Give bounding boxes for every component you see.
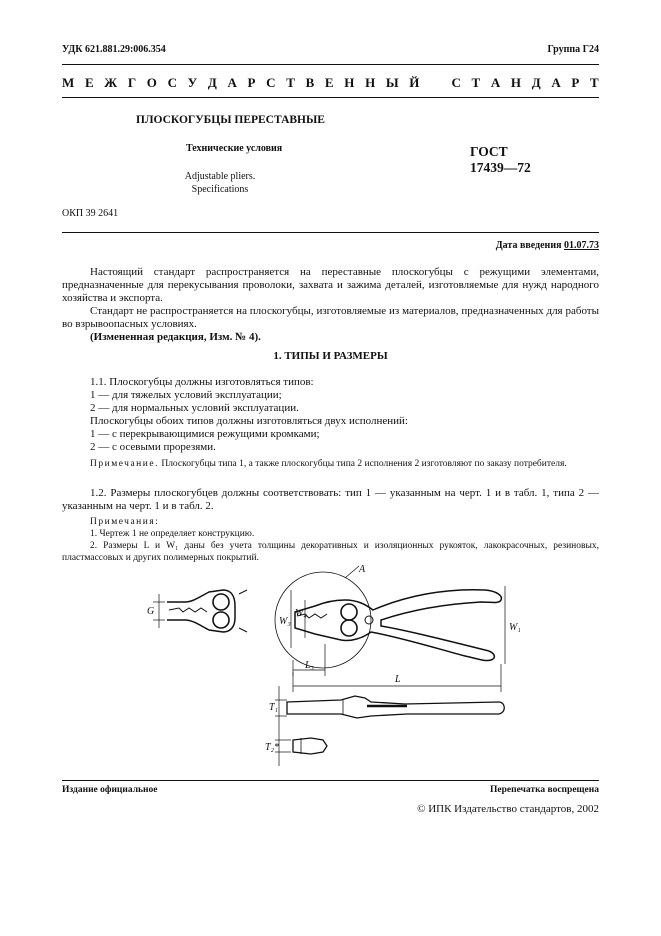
note-1-label: Примечание. (90, 459, 159, 469)
jaw-detail-view (153, 590, 247, 632)
notes-2-label: Примечания: (90, 517, 160, 527)
note-1 (62, 458, 599, 470)
dim-label-t1: T₁ (269, 702, 279, 713)
gost-designation (470, 144, 531, 176)
banner-letter: Ж (104, 75, 118, 90)
dim-label-w3: W₃ (279, 616, 291, 627)
clause-1-2 (62, 487, 599, 513)
banner-letter: Н (510, 75, 522, 90)
banner-letter: С (266, 75, 276, 90)
banner-letter: А (551, 75, 561, 90)
intro-paragraph-2: Стандарт не распространяется на плоскогубцы, изготовляемые из материалов, предназначенных для работы во взрывоопасных условиях. (62, 305, 599, 330)
document-subtitle: Технические условия (186, 143, 283, 154)
gost-label: ГОСТ (470, 144, 508, 159)
document-title: ПЛОСКОГУБЦЫ ПЕРЕСТАВНЫЕ (136, 114, 325, 126)
gost-number: 17439—72 (470, 160, 531, 175)
english-title-line-2: Specifications (191, 184, 249, 195)
banner-letter: В (305, 75, 315, 90)
banner-letter: Г (127, 75, 137, 90)
dim-label-g: G (147, 606, 155, 617)
banner-letter: О (146, 75, 157, 90)
clause-line: 2 — для нормальных условий эксплуатации. (90, 402, 299, 414)
notes-2-item-2: 2. Размеры L и W₁ даны без учета толщины декоративных и изоляционных рукояток, лакокрасочных, резиновых, пластмассовых и других полимерных покрытий. (62, 541, 599, 563)
note-1-text: Плоскогубцы типа 1, а также плоскогубцы типа 2 исполнения 2 изготовляют по заказу потребителя. (161, 459, 567, 469)
date-label: Дата введения (495, 240, 562, 251)
banner-letter: С (451, 75, 461, 90)
clause-1-2-text: 1.2. Размеры плоскогубцев должны соответствовать: тип 1 — указанным на черт. 1 и в табл. 1, типа 2 — указанным на черт. 1 и в табл. 2. (62, 487, 599, 512)
dim-label-l3: L₃ (305, 660, 315, 671)
clause-line: 1 — для тяжелых условий эксплуатации; (90, 389, 282, 401)
banner-letter: Т (471, 75, 481, 90)
official-edition: Издание официальное (62, 785, 158, 795)
english-title-line-1: Adjustable pliers. (184, 171, 256, 182)
okp-rule (62, 232, 599, 233)
pliers-end-view (275, 726, 327, 766)
okp-code: ОКП 39 2641 (62, 208, 119, 219)
date-value: 01.07.73 (564, 240, 599, 251)
copyright: © ИПК Издательство стандартов, 2002 (417, 803, 599, 815)
banner-letter: Р (571, 75, 580, 90)
notes-2 (62, 516, 599, 564)
reprint-prohibited: Перепечатка воспрещена (489, 785, 599, 795)
group-code: Группа Г24 (547, 44, 599, 55)
banner-letter: С (167, 75, 177, 90)
banner-letter: Н (344, 75, 355, 90)
footer-rule (62, 780, 599, 781)
banner-letter: Т (590, 75, 599, 90)
header-rule-bottom (62, 97, 599, 98)
banner-letter: Д (207, 75, 217, 90)
banner-letter: Ы (385, 75, 399, 90)
dim-label-l: L (395, 674, 401, 685)
banner-letter: А (227, 75, 237, 90)
interstate-standard-banner (62, 75, 599, 91)
introduction-date (496, 240, 599, 251)
clause-line: 1.1. Плоскогубцы должны изготовляться типов: (90, 376, 314, 388)
banner-letter: Т (286, 75, 295, 90)
pliers-side-view (295, 590, 501, 661)
clause-line: 1 — с перекрывающимися режущими кромками; (90, 428, 320, 440)
notes-2-item-1: 1. Чертеж 1 не определяет конструкцию. (90, 529, 255, 539)
intro-text (62, 266, 599, 344)
banner-letter: М (62, 75, 75, 90)
clause-line: 2 — с осевыми прорезями. (90, 441, 216, 453)
banner-letter: Е (84, 75, 94, 90)
amendment-note: (Измененная редакция, Изм. № 4). (90, 331, 261, 343)
intro-paragraph-1: Настоящий стандарт распространяется на переставные плоскогубцы с режущими элементами, предназначенные для перекусывания проволоки, захвата и зажима деталей, изготовляемые для нужд народного хозяйства и экспорта. (62, 266, 599, 304)
dim-label-w4: W₄ (295, 608, 307, 619)
banner-letter: А (490, 75, 501, 90)
dim-label-w1: W₁ (509, 622, 521, 633)
pliers-technical-drawing (145, 560, 525, 780)
header-rule-top (62, 64, 599, 65)
clause-1-1 (90, 376, 408, 454)
banner-letter: У (187, 75, 198, 90)
pliers-top-view (275, 686, 504, 726)
banner-letter: Д (531, 75, 541, 90)
english-title (160, 170, 280, 196)
banner-letter: Н (365, 75, 376, 90)
banner-letter: Р (247, 75, 256, 90)
banner-letter: Е (324, 75, 334, 90)
banner-letter: Й (409, 75, 420, 90)
udk-code: УДК 621.881.29:006.354 (62, 44, 166, 55)
detail-label-a: А (359, 564, 366, 575)
section-heading-types-sizes: 1. ТИПЫ И РАЗМЕРЫ (273, 350, 388, 362)
clause-line: Плоскогубцы обоих типов должны изготовляться двух исполнений: (90, 415, 408, 427)
dim-label-t2: T₂* (265, 742, 280, 753)
